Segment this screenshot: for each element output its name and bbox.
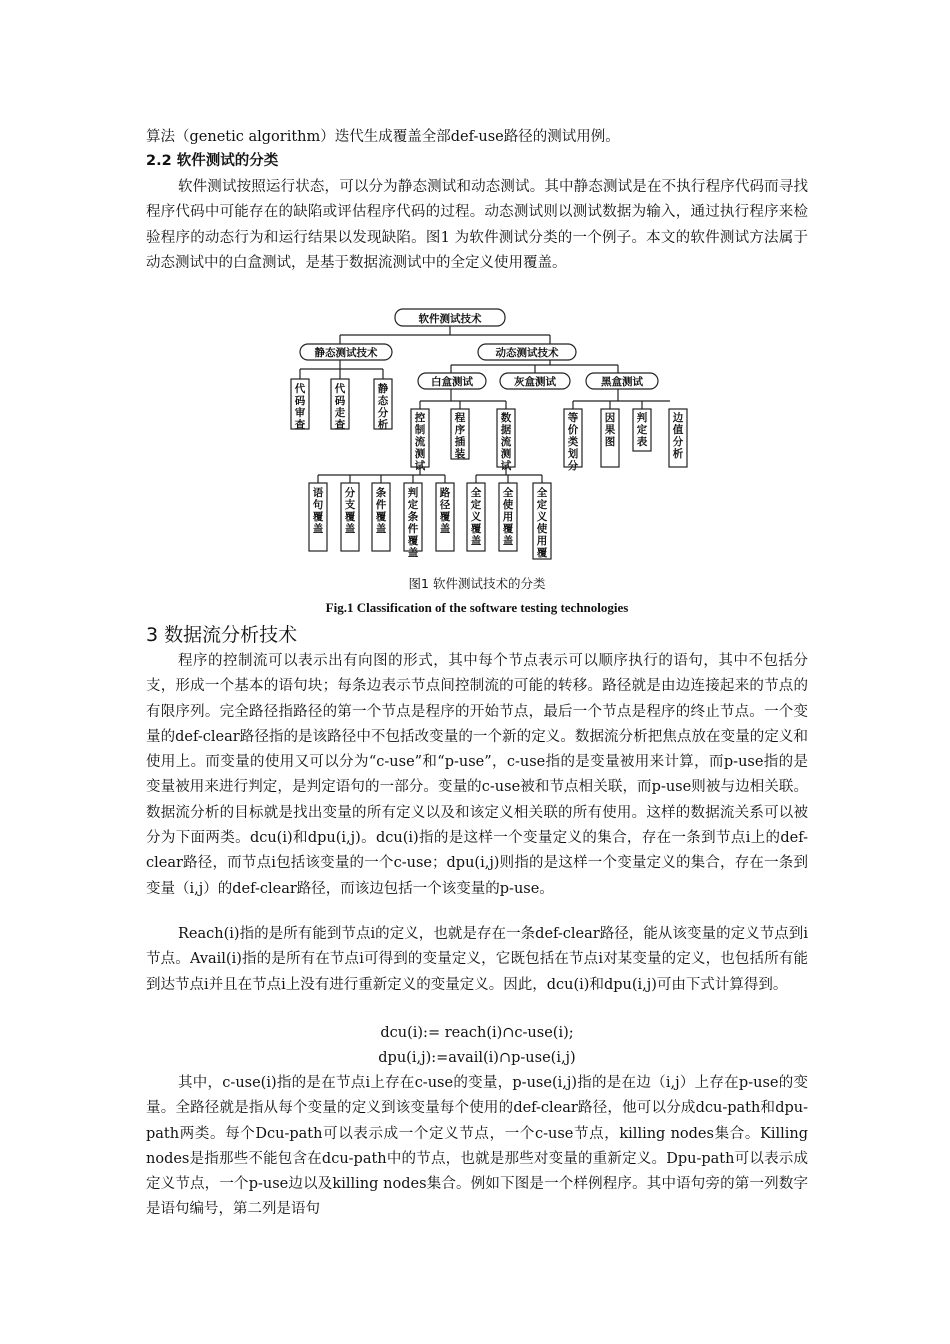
svg-text:装: 装 xyxy=(454,448,466,460)
svg-text:查: 查 xyxy=(294,419,306,431)
control-child-statement xyxy=(309,483,327,551)
svg-text:价: 价 xyxy=(567,424,579,436)
paragraph-reach-avail: Reach(i)指的是所有能到节点i的定义，也就是存在一条def-clear路径，能从该变量的定义节点到i节点。Avail(i)指的是所有在节点i可得到的变量定义，它既包括在节点i对某变量的定义，也包括所有能到达节点i并且在节点i上没有进行重新定义的变量定义。因此，dcu(i)和dpu(i,j)可由下式计算得到。 xyxy=(146,926,808,993)
svg-text:边: 边 xyxy=(672,412,684,424)
svg-text:分: 分 xyxy=(672,436,684,448)
svg-text:果: 果 xyxy=(604,424,616,436)
svg-text:覆: 覆 xyxy=(344,511,356,523)
svg-text:覆: 覆 xyxy=(502,523,514,535)
svg-text:件: 件 xyxy=(407,523,419,535)
svg-text:定: 定 xyxy=(470,499,482,511)
svg-text:表: 表 xyxy=(636,436,648,448)
white-child-data-flow xyxy=(497,409,515,472)
dataflow-child-all-defs xyxy=(467,483,485,551)
svg-text:全: 全 xyxy=(502,487,514,499)
static-node-label: 静态测试技术 xyxy=(314,347,378,359)
svg-text:盖: 盖 xyxy=(502,535,514,547)
svg-text:盖: 盖 xyxy=(312,523,324,535)
gray-box-node-label: 灰盒测试 xyxy=(514,376,556,388)
svg-text:分: 分 xyxy=(567,460,579,472)
svg-text:覆: 覆 xyxy=(439,511,451,523)
svg-text:审: 审 xyxy=(294,407,306,419)
control-child-condition xyxy=(372,483,390,551)
svg-text:使: 使 xyxy=(536,523,548,535)
formula-dcu: dcu(i):= reach(i)∩c-use(i); xyxy=(380,1025,574,1041)
svg-text:插: 插 xyxy=(454,436,466,448)
black-box-node-label: 黑盒测试 xyxy=(601,376,643,388)
static-child-3 xyxy=(374,379,392,431)
formula-dpu: dpu(i,j):=avail(i)∩p-use(i,j) xyxy=(378,1050,576,1066)
svg-text:代: 代 xyxy=(294,383,306,395)
svg-text:条: 条 xyxy=(375,487,387,499)
section-heading-2-2: 2.2 软件测试的分类 xyxy=(146,153,279,169)
dataflow-child-all-def-uses xyxy=(533,483,551,559)
svg-text:测: 测 xyxy=(414,448,426,460)
paragraph-intro-tail: 算法（genetic algorithm）迭代生成覆盖全部def-use路径的测试用例。 xyxy=(146,129,620,145)
figure-caption-en: Fig.1 Classification of the software testing technologies xyxy=(325,600,629,615)
white-child-instrumentation xyxy=(451,409,469,460)
gray-box-node xyxy=(500,373,570,389)
root-node xyxy=(395,309,505,326)
section-heading-3: 3 数据流分析技术 xyxy=(146,624,298,646)
svg-text:使: 使 xyxy=(502,499,514,511)
svg-text:覆: 覆 xyxy=(407,535,419,547)
dataflow-child-all-uses xyxy=(499,483,517,551)
paragraph-dataflow: 程序的控制流可以表示出有向图的形式，其中每个节点表示可以顺序执行的语句，其中不包括分支，形成一个基本的语句块；每条边表示节点间控制流的可能的转移。路径就是由边连接起来的节点的有限序列。完全路径指路径的第一个节点是程序的开始节点，最后一个节点是程序的终止节点。一个变量的def-clear路径指的是该路径中不包括改变量的一个新的定义。数据流分析把焦点放在变量的定义和使用上。而变量的使用又可以分为“c-use”和“p-use”，c-use指的是变量被用来计算，而p-use指的是变量被用来进行判定，是判定语句的一部分。变量的c-use被和节点相关联，而p-use则被与边相关联。数据流分析的目标就是找出变量的所有定义以及和该定义相关联的所有使用。这样的数据流关系可以被分为下面两类。dcu(i)和dpu(i,j)。dcu(i)指的是这样一个变量定义的集合，存在一条到节点i上的def-clear路径，而节点i包括该变量的一个c-use；dpu(i,j)则指的是这样一个变量定义的集合，存在一条到变量（i,j）的def-clear路径，而该边包括一个该变量的p-use。 xyxy=(146,653,808,897)
dynamic-node-label: 动态测试技术 xyxy=(495,347,559,359)
svg-text:序: 序 xyxy=(454,424,466,436)
svg-text:图: 图 xyxy=(604,436,616,448)
control-child-branch xyxy=(341,483,359,551)
svg-text:测: 测 xyxy=(500,448,512,460)
svg-text:判: 判 xyxy=(636,412,648,424)
svg-text:代: 代 xyxy=(334,383,346,395)
svg-text:用: 用 xyxy=(536,535,548,547)
svg-text:查: 查 xyxy=(334,419,346,431)
root-node-label: 软件测试技术 xyxy=(418,313,482,325)
svg-text:盖: 盖 xyxy=(407,547,419,559)
svg-text:程: 程 xyxy=(454,412,466,424)
svg-text:码: 码 xyxy=(334,395,346,407)
svg-text:类: 类 xyxy=(567,436,579,448)
dynamic-node xyxy=(478,344,576,360)
figure-caption-cn: 图1 软件测试技术的分类 xyxy=(408,576,546,591)
svg-text:据: 据 xyxy=(500,424,512,436)
svg-text:分: 分 xyxy=(377,407,389,419)
static-child-1 xyxy=(291,379,309,431)
black-child-boundary-value xyxy=(666,403,690,473)
svg-text:支: 支 xyxy=(344,499,356,511)
paragraph-classification: 软件测试按照运行状态，可以分为静态测试和动态测试。其中静态测试是在不执行程序代码而寻找程序代码中可能存在的缺陷或评估程序代码的过程。动态测试则以测试数据为输入，通过执行程序来检验程序的动态行为和运行结果以发现缺陷。图1 为软件测试分类的一个例子。本文的软件测试方法属于动态测试中的白盒测试，是基于数据流测试中的全定义使用覆盖。 xyxy=(146,179,808,271)
white-box-node xyxy=(418,373,486,389)
svg-text:试: 试 xyxy=(500,460,512,472)
svg-text:等: 等 xyxy=(567,412,579,424)
svg-text:全: 全 xyxy=(470,487,482,499)
classification-tree-figure xyxy=(280,303,670,565)
svg-text:因: 因 xyxy=(604,412,616,424)
black-box-node xyxy=(586,373,658,389)
svg-text:盖: 盖 xyxy=(439,523,451,535)
control-child-decision-condition xyxy=(404,483,422,559)
svg-text:态: 态 xyxy=(377,395,389,407)
svg-text:件: 件 xyxy=(375,499,387,511)
svg-text:覆: 覆 xyxy=(312,511,324,523)
svg-text:码: 码 xyxy=(294,395,306,407)
svg-text:盖: 盖 xyxy=(344,523,356,535)
svg-text:盖: 盖 xyxy=(470,535,482,547)
svg-text:制: 制 xyxy=(414,424,426,436)
svg-text:流: 流 xyxy=(500,436,512,448)
svg-text:析: 析 xyxy=(377,419,389,431)
svg-text:全: 全 xyxy=(536,487,548,499)
svg-text:数: 数 xyxy=(500,412,512,424)
black-child-equivalence xyxy=(564,409,582,472)
static-node xyxy=(300,344,392,360)
svg-text:定: 定 xyxy=(636,424,648,436)
svg-text:静: 静 xyxy=(377,383,389,395)
static-child-2 xyxy=(331,379,349,431)
black-child-cause-effect xyxy=(601,409,619,467)
svg-text:值: 值 xyxy=(672,424,684,436)
svg-text:径: 径 xyxy=(439,499,451,511)
white-child-control-flow xyxy=(411,409,429,472)
svg-text:流: 流 xyxy=(414,436,426,448)
paragraph-paths: 其中，c-use(i)指的是在节点i上存在c-use的变量，p-use(i,j)指的是在边（i,j）上存在p-use的变量。全路径就是指从每个变量的定义到该变量每个使用的def-clear路径，他可以分成dcu-path和dpu-path两类。每个Dcu-path可以表示成一个定义节点，一个c-use节点，killing nodes集合。Killing nodes是指那些不能包含在dcu-path中的节点，也就是那些对变量的重新定义。Dpu-path可以表示成定义节点，一个p-use边以及killing nodes集合。例如下图是一个样例程序。其中语句旁的第一列数字是语句编号，第二列是语句 xyxy=(146,1075,808,1218)
svg-text:语: 语 xyxy=(312,487,324,499)
svg-text:判: 判 xyxy=(407,487,419,499)
svg-text:用: 用 xyxy=(502,511,514,523)
svg-text:分: 分 xyxy=(344,487,356,499)
control-child-path xyxy=(436,483,454,551)
svg-text:条: 条 xyxy=(407,511,419,523)
svg-text:试: 试 xyxy=(414,460,426,472)
svg-text:走: 走 xyxy=(334,407,346,419)
svg-text:划: 划 xyxy=(567,448,579,460)
svg-text:句: 句 xyxy=(312,499,324,511)
svg-text:盖: 盖 xyxy=(375,523,387,535)
svg-text:覆: 覆 xyxy=(536,547,548,559)
svg-text:覆: 覆 xyxy=(470,523,482,535)
svg-text:覆: 覆 xyxy=(375,511,387,523)
svg-text:路: 路 xyxy=(439,487,451,499)
svg-text:义: 义 xyxy=(470,511,482,523)
black-child-decision-table xyxy=(633,409,651,451)
svg-text:定: 定 xyxy=(536,499,548,511)
svg-text:析: 析 xyxy=(672,448,684,460)
white-box-node-label: 白盒测试 xyxy=(431,376,473,388)
svg-text:定: 定 xyxy=(407,499,419,511)
svg-text:控: 控 xyxy=(414,412,426,424)
svg-text:义: 义 xyxy=(536,511,548,523)
